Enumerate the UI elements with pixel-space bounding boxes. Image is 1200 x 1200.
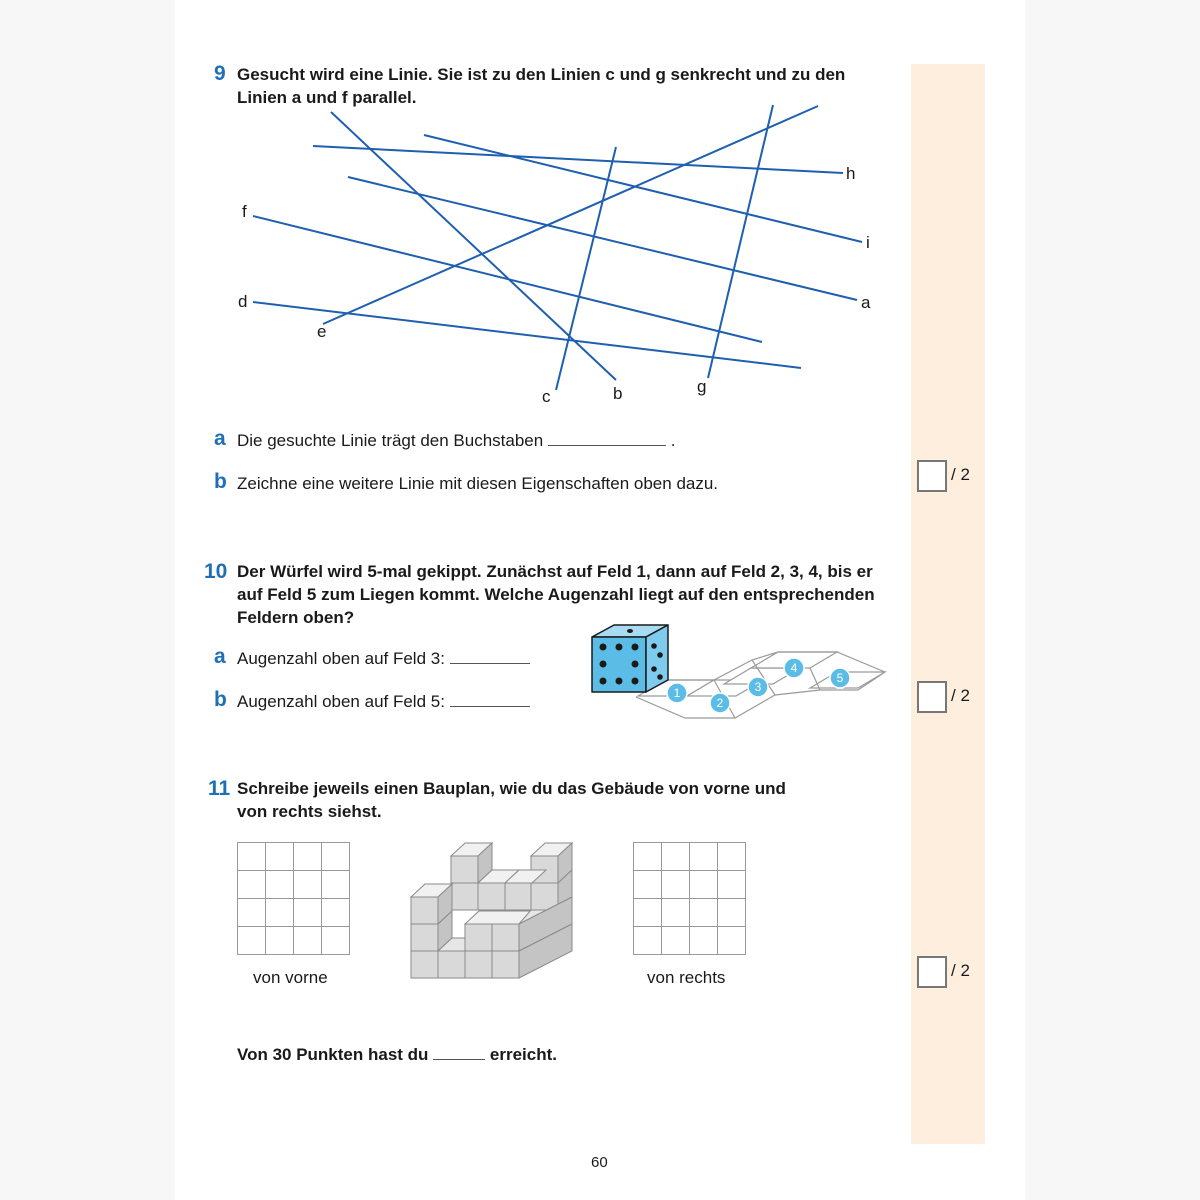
- task-11-score-box[interactable]: [917, 956, 947, 988]
- task-9b-text: Zeichne eine weitere Linie mit diesen Eigenschaften oben dazu.: [237, 474, 719, 493]
- task-11-question-line-1: Schreibe jeweils einen Bauplan, wie du das Gebäude von vorne und: [237, 779, 786, 798]
- task-11-question-line-2: von rechts siehst.: [237, 802, 382, 821]
- points-summary-prefix: Von 30 Punkten hast du: [237, 1045, 429, 1064]
- task-10a-letter: a: [214, 645, 226, 668]
- line-label-a: a: [861, 293, 871, 312]
- field-number-2: 2: [716, 696, 724, 710]
- front-view-caption: von vorne: [253, 968, 328, 987]
- task-9b-letter: b: [214, 470, 227, 493]
- line-label-d: d: [238, 292, 248, 311]
- task-10-question-line-3: Feldern oben?: [237, 608, 355, 627]
- task-10-score-label: / 2: [951, 686, 970, 705]
- points-summary-suffix: erreicht.: [489, 1045, 557, 1064]
- task-11-score-label: / 2: [951, 961, 970, 980]
- line-label-b: b: [613, 384, 623, 403]
- line-label-i: i: [866, 233, 870, 252]
- task-10-question-line-1: Der Würfel wird 5-mal gekippt. Zunächst auf Feld 1, dann auf Feld 2, 3, 4, bis er: [237, 562, 873, 581]
- task-9-score-label: / 2: [951, 465, 970, 484]
- task-10b-text: Augenzahl oben auf Feld 5:: [237, 692, 445, 711]
- task-10b-letter: b: [214, 688, 227, 711]
- line-label-h: h: [846, 164, 856, 183]
- line-label-f: f: [242, 202, 247, 221]
- task-9a-text: Die gesuchte Linie trägt den Buchstaben: [237, 431, 544, 450]
- right-view-grid[interactable]: [633, 842, 746, 955]
- line-label-c: c: [542, 387, 551, 406]
- right-view-caption: von rechts: [647, 968, 726, 987]
- points-answer-blank[interactable]: [433, 1059, 485, 1060]
- task-11-number: 11: [208, 777, 231, 800]
- field-number-3: 3: [754, 680, 762, 694]
- field-number-1: 1: [673, 686, 681, 700]
- task-10-question-line-2: auf Feld 5 zum Liegen kommt. Welche Augenzahl liegt auf den entsprechenden: [237, 585, 875, 604]
- field-number-5: 5: [836, 671, 844, 685]
- task-9-number: 9: [214, 62, 226, 85]
- task-10-number: 10: [204, 560, 228, 583]
- task-10a-text: Augenzahl oben auf Feld 3:: [237, 649, 445, 668]
- field-number-4: 4: [790, 661, 798, 675]
- points-summary: [237, 1043, 557, 1066]
- task-9-question-line-1: Gesucht wird eine Linie. Sie ist zu den Linien c und g senkrecht und zu den: [237, 65, 846, 84]
- line-label-e: e: [317, 322, 327, 341]
- line-label-g: g: [697, 377, 707, 396]
- task-9a-letter: a: [214, 427, 226, 450]
- page-number: 60: [591, 1154, 608, 1171]
- task-9a-period: .: [670, 431, 676, 450]
- task-9-question-line-2: Linien a und f parallel.: [237, 88, 417, 107]
